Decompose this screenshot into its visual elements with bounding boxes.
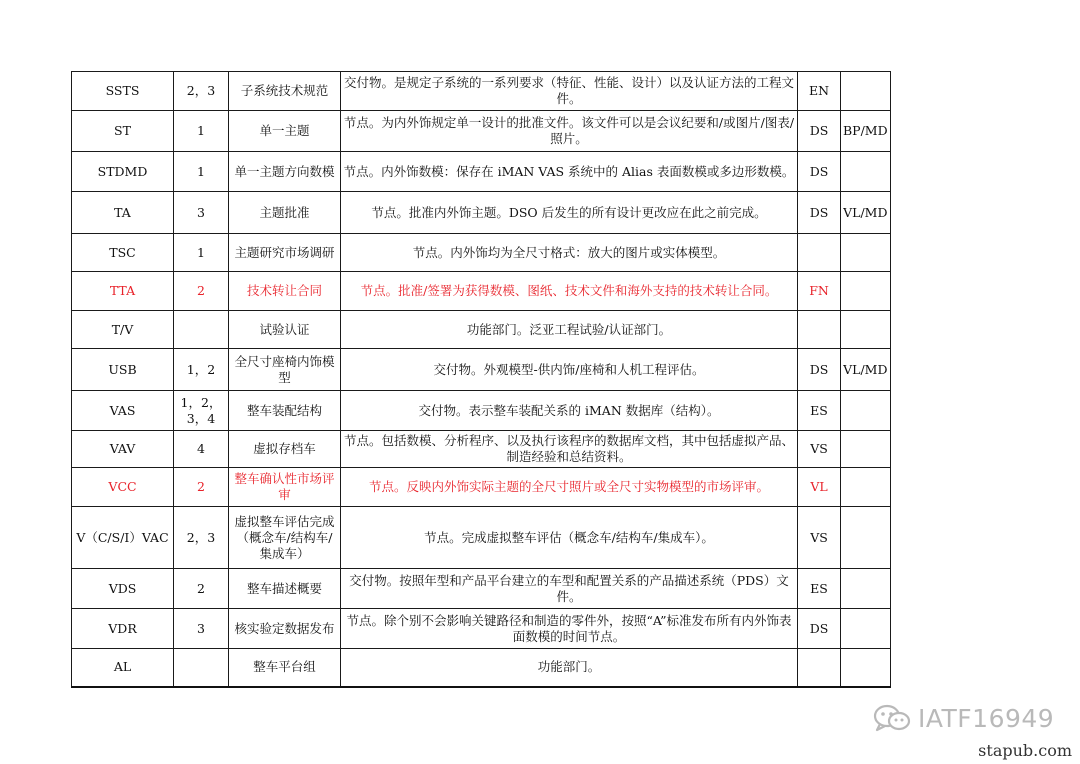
cell-desc: 交付物。表示整车装配关系的 iMAN 数据库（结构）。 xyxy=(341,391,798,431)
cell-level: 1，2，3，4 xyxy=(174,391,229,431)
cell-name: 单一主题方向数模 xyxy=(229,152,341,192)
cell-support: VL/MD xyxy=(841,192,891,234)
cell-support xyxy=(841,391,891,431)
cell-code: T/V xyxy=(72,311,174,349)
wechat-icon xyxy=(872,703,912,733)
table-row xyxy=(72,272,891,311)
cell-support xyxy=(841,272,891,311)
cell-code: SSTS xyxy=(72,72,174,111)
watermark-text: IATF16949 xyxy=(918,703,1055,733)
cell-desc: 节点。为内外饰规定单一设计的批准文件。该文件可以是会议纪要和/或图片/图表/照片。 xyxy=(341,111,798,152)
table-row xyxy=(72,311,891,349)
cell-code: USB xyxy=(72,349,174,391)
cell-name: 子系统技术规范 xyxy=(229,72,341,111)
table-row xyxy=(72,152,891,192)
cell-level: 2 xyxy=(174,272,229,311)
cell-name: 单一主题 xyxy=(229,111,341,152)
table-row xyxy=(72,468,891,507)
cell-level: 2，3 xyxy=(174,72,229,111)
table-row xyxy=(72,391,891,431)
cell-desc: 节点。内外饰数模：保存在 iMAN VAS 系统中的 Alias 表面数模或多边形数模。 xyxy=(341,152,798,192)
cell-support: VL/MD xyxy=(841,349,891,391)
cell-owner: EN xyxy=(798,72,841,111)
cell-name: 主题批准 xyxy=(229,192,341,234)
watermark xyxy=(872,702,1054,734)
cell-level: 2 xyxy=(174,569,229,609)
cell-name: 整车平台组 xyxy=(229,649,341,687)
cell-code: AL xyxy=(72,649,174,687)
cell-level: 1 xyxy=(174,152,229,192)
cell-owner: DS xyxy=(798,111,841,152)
cell-level xyxy=(174,311,229,349)
cell-level: 4 xyxy=(174,431,229,468)
cell-name: 虚拟整车评估完成（概念车/结构车/集成车） xyxy=(229,507,341,569)
cell-code: VAS xyxy=(72,391,174,431)
cell-owner xyxy=(798,311,841,349)
cell-owner: DS xyxy=(798,152,841,192)
table-row xyxy=(72,192,891,234)
cell-desc: 节点。完成虚拟整车评估（概念车/结构车/集成车）。 xyxy=(341,507,798,569)
cell-desc: 节点。除个别不会影响关键路径和制造的零件外，按照“A”标准发布所有内外饰表面数模的时间节点。 xyxy=(341,609,798,649)
cell-support xyxy=(841,311,891,349)
table-body xyxy=(72,72,891,687)
cell-code: TTA xyxy=(72,272,174,311)
cell-owner: VS xyxy=(798,431,841,468)
site-url: stapub.com xyxy=(978,741,1072,760)
table-row xyxy=(72,507,891,569)
cell-desc: 功能部门。泛亚工程试验/认证部门。 xyxy=(341,311,798,349)
cell-owner xyxy=(798,649,841,687)
table-row xyxy=(72,569,891,609)
table-row xyxy=(72,72,891,111)
cell-name: 试验认证 xyxy=(229,311,341,349)
cell-support xyxy=(841,609,891,649)
cell-support xyxy=(841,431,891,468)
table-row xyxy=(72,649,891,687)
cell-level: 1 xyxy=(174,234,229,272)
cell-owner: VS xyxy=(798,507,841,569)
cell-desc: 节点。批准内外饰主题。DSO 后发生的所有设计更改应在此之前完成。 xyxy=(341,192,798,234)
cell-owner: VL xyxy=(798,468,841,507)
cell-owner: DS xyxy=(798,609,841,649)
cell-name: 主题研究市场调研 xyxy=(229,234,341,272)
cell-desc: 节点。包括数模、分析程序、以及执行该程序的数据库文档，其中包括虚拟产品、制造经验和总结资料。 xyxy=(341,431,798,468)
table-row xyxy=(72,349,891,391)
cell-support xyxy=(841,152,891,192)
cell-level: 3 xyxy=(174,192,229,234)
cell-owner: ES xyxy=(798,391,841,431)
cell-level: 1 xyxy=(174,111,229,152)
cell-owner: ES xyxy=(798,569,841,609)
document-table xyxy=(71,71,891,688)
cell-level xyxy=(174,649,229,687)
cell-name: 全尺寸座椅内饰模型 xyxy=(229,349,341,391)
cell-code: VDS xyxy=(72,569,174,609)
cell-name: 核实验定数据发布 xyxy=(229,609,341,649)
table-row xyxy=(72,609,891,649)
cell-support: BP/MD xyxy=(841,111,891,152)
cell-support xyxy=(841,569,891,609)
cell-name: 整车描述概要 xyxy=(229,569,341,609)
cell-name: 虚拟存档车 xyxy=(229,431,341,468)
cell-desc: 节点。反映内外饰实际主题的全尺寸照片或全尺寸实物模型的市场评审。 xyxy=(341,468,798,507)
cell-desc: 交付物。外观模型-供内饰/座椅和人机工程评估。 xyxy=(341,349,798,391)
cell-level: 3 xyxy=(174,609,229,649)
cell-support xyxy=(841,649,891,687)
cell-desc: 交付物。是规定子系统的一系列要求（特征、性能、设计）以及认证方法的工程文件。 xyxy=(341,72,798,111)
cell-support xyxy=(841,468,891,507)
table-row xyxy=(72,431,891,468)
cell-desc: 节点。内外饰均为全尺寸格式：放大的图片或实体模型。 xyxy=(341,234,798,272)
cell-owner: FN xyxy=(798,272,841,311)
cell-level: 2，3 xyxy=(174,507,229,569)
cell-support xyxy=(841,234,891,272)
cell-desc: 交付物。按照年型和产品平台建立的车型和配置关系的产品描述系统（PDS）文件。 xyxy=(341,569,798,609)
cell-name: 整车装配结构 xyxy=(229,391,341,431)
cell-code: TA xyxy=(72,192,174,234)
cell-owner xyxy=(798,234,841,272)
cell-code: V（C/S/I）VAC xyxy=(72,507,174,569)
table-row xyxy=(72,234,891,272)
cell-code: VAV xyxy=(72,431,174,468)
cell-level: 1，2 xyxy=(174,349,229,391)
table-row xyxy=(72,111,891,152)
cell-owner: DS xyxy=(798,192,841,234)
cell-code: TSC xyxy=(72,234,174,272)
cell-code: STDMD xyxy=(72,152,174,192)
cell-name: 技术转让合同 xyxy=(229,272,341,311)
cell-code: VCC xyxy=(72,468,174,507)
cell-support xyxy=(841,507,891,569)
cell-code: VDR xyxy=(72,609,174,649)
cell-owner: DS xyxy=(798,349,841,391)
cell-level: 2 xyxy=(174,468,229,507)
cell-desc: 节点。批准/签署为获得数模、图纸、技术文件和海外支持的技术转让合同。 xyxy=(341,272,798,311)
cell-support xyxy=(841,72,891,111)
cell-desc: 功能部门。 xyxy=(341,649,798,687)
cell-code: ST xyxy=(72,111,174,152)
cell-name: 整车确认性市场评审 xyxy=(229,468,341,507)
